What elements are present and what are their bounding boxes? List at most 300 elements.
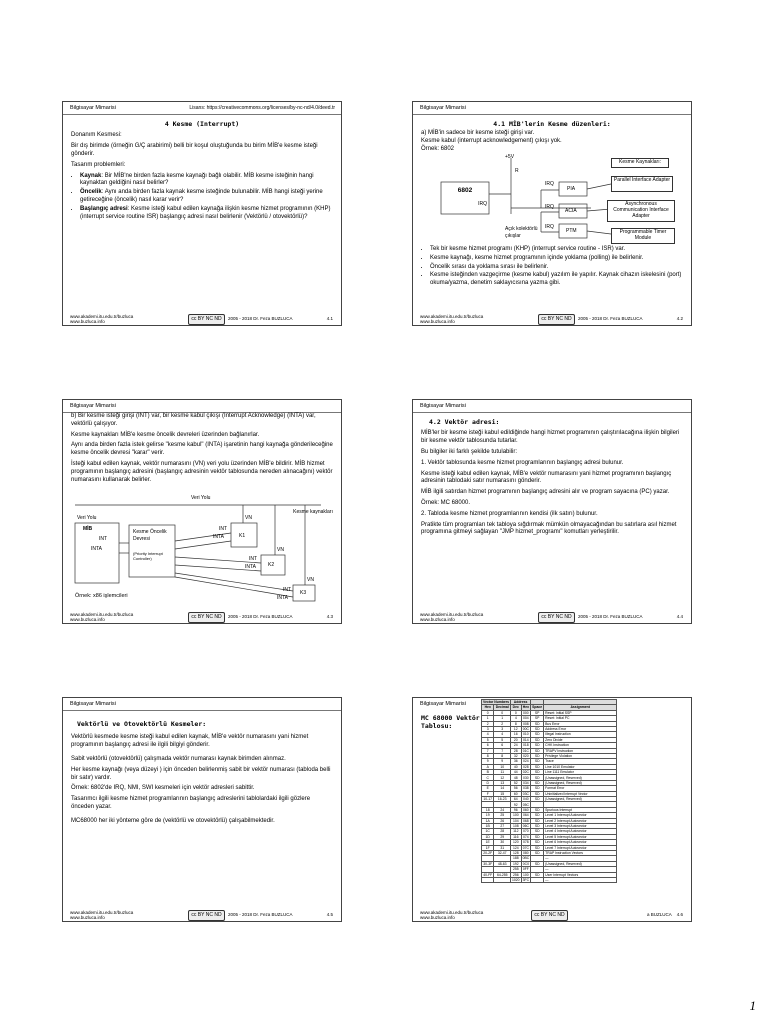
table-cell: 3 [482, 726, 494, 731]
term: Başlangıç adresi [80, 205, 128, 212]
table-cell: SD [531, 743, 544, 748]
table-cell: Reset: Initial PC [544, 716, 617, 721]
slide-header [63, 698, 341, 711]
page-number: 1 [749, 998, 756, 1013]
slide-number: 4.2 [676, 316, 683, 321]
course-name: Bilgisayar Mimarisi [420, 105, 466, 111]
data-bus-label: Veri Yolu [191, 495, 211, 501]
paragraph: Pratikte tüm programları tek tabloya sığdırmak mümkün olmayacağından bu satırlara asıl hizmet programına gitmeyi sağlayan "JMP hizmet_programı" komutları yerleştirilir. [421, 521, 677, 536]
paragraph: Vektörlü kesmede kesme isteği kabul edilen kaynak, MİB'e vektör numarasını yani hizmet programının başlangıç adresi ile ilgili bilgiyi gönderir. [71, 734, 309, 749]
k3-label: K3 [300, 590, 307, 596]
table-cell: 56 [511, 786, 522, 791]
table-cell: 1F [482, 845, 494, 850]
paragraph: a) MİB'in sadece bir kesme isteği girişi var. [421, 130, 535, 137]
pic-subtitle: (Priority Interrupt Controller) [133, 551, 163, 562]
footer-url[interactable]: www.buzluca.info [420, 319, 455, 324]
table-cell: 03C [522, 791, 529, 796]
table-cell: 52 [511, 780, 522, 785]
inta-label: INTA [91, 546, 103, 552]
table-cell: SD [531, 764, 544, 769]
list-item: • Kesme kaynağı, kesme hizmet programının içinde yoklama (polling) ile belirlenir. [430, 255, 683, 263]
inta-label: INTA [213, 534, 225, 540]
table-cell: Bus Error [544, 721, 617, 726]
table-cell: Spurious Interrupt [544, 807, 617, 812]
table-cell: D [482, 780, 494, 785]
slide-title: MC 68000 Vektör Tablosu: [421, 714, 480, 731]
table-group-header: Address [511, 700, 531, 705]
table-cell: Level 6 Interrupt Autovector [544, 840, 617, 845]
table-cell: 30 [494, 840, 511, 845]
term: Öncelik [80, 189, 102, 196]
slide-title: 4.2 Vektör adresi: [429, 418, 500, 426]
list-item: • Tek bir kesme hizmet programı (KHP) (interrupt service routine - ISR) var. [430, 246, 683, 254]
resistor-label: R [515, 168, 519, 174]
table-cell: (Unassigned, Reserved) [544, 780, 617, 785]
table-cell: 8 [482, 753, 494, 758]
table-cell: 5 [482, 737, 494, 742]
bullet-list [71, 173, 333, 222]
table-cell: 10 [494, 764, 511, 769]
copyright: 2005 - 2018 Dr. Feza BUZLUCA [228, 614, 293, 619]
term-text: : Kesme isteği kabul edilen kaynağa ilişkin kesme hizmet programının (KHP) (interrupt service routine ISR) başlangıç adresi nasıl belirlenir (Vektörlü / otovektörlü)? [80, 205, 331, 220]
table-cell: SD [531, 759, 544, 764]
table-cell: 108 [511, 823, 522, 828]
cpu-6802-box [441, 182, 489, 214]
slide-title: 4 Kesme (Interrupt) [164, 120, 240, 128]
table-cell: 188 [511, 856, 522, 861]
table-cell: 014 [523, 737, 529, 742]
table-cell: SD [531, 791, 544, 796]
table-cell: (Unassigned, Reserved) [544, 797, 617, 802]
table-header: Assignment [544, 705, 617, 710]
cc-license-icon: cc BY NC ND [531, 910, 568, 921]
course-name: Bilgisayar Mimarisi [70, 105, 116, 111]
footer-url[interactable]: www.buzluca.info [420, 915, 455, 920]
copyright: 2005 - 2018 Dr. Feza BUZLUCA [228, 912, 293, 917]
paragraph: Her kesme kaynağı (veya düzeyi ) için önceden belirlenmiş sabit bir vektör numarası (tabloda belli bir satır) vardır. [71, 766, 331, 781]
table-cell: 004 [523, 716, 529, 721]
table-cell: 25 [494, 813, 511, 818]
paragraph: Örnek: MC 68000. [421, 500, 471, 507]
course-name: Bilgisayar Mimarisi [420, 403, 466, 409]
irq-label: IRQ [545, 204, 554, 210]
ptm-label: PTM [566, 228, 577, 234]
table-cell: TRAPV Instruction [544, 748, 617, 753]
cc-license-icon: cc BY NC ND [538, 314, 575, 325]
table-cell: 20 [511, 737, 522, 742]
table-cell: 8 [511, 721, 522, 726]
table-cell: 2 [482, 721, 494, 726]
table-cell: 0FF [522, 867, 529, 872]
slide-number: 4.3 [326, 614, 333, 619]
table-cell: 60 [511, 791, 522, 796]
license-link[interactable]: Lisans: https://creativecommons.org/licenses/by-nc-nd/4.0/deed.tr [189, 105, 335, 111]
footer-url[interactable]: www.akademi.itu.edu.tr/buzluca [420, 612, 484, 617]
footer-url[interactable]: www.buzluca.info [70, 915, 105, 920]
table-cell: 10-17 [483, 797, 493, 802]
table-cell: CHK Instruction [544, 743, 617, 748]
paragraph: Kesme isteği kabul edilen kaynak, MİB'e vektör numarasını yani hizmet programının başlangıç adresinin tablodaki satır numarasını gönderir. [421, 470, 672, 485]
table-cell: 192 [511, 861, 522, 866]
table-cell: 20-2F [483, 851, 493, 856]
slide-4-4 [412, 399, 692, 624]
table-cell: 40 [511, 764, 522, 769]
table-cell: A [482, 764, 494, 769]
slide-footer [413, 610, 691, 623]
sources-label: Kesme kaynakları [293, 509, 333, 515]
table-cell: 034 [523, 780, 529, 785]
course-name: Bilgisayar Mimarisi [70, 403, 116, 409]
table-cell: 020 [523, 754, 529, 758]
vector-table [481, 699, 617, 883]
table-cell: 02C [522, 770, 529, 775]
table-cell: 15 [494, 791, 511, 796]
table-cell: 07C [522, 845, 529, 850]
table-cell [531, 877, 544, 882]
pia-description: Parallel Interface Adapter [611, 176, 673, 192]
table-cell: B [482, 770, 494, 775]
table-cell [494, 877, 511, 882]
cpu-label: 6802 [457, 187, 473, 194]
table-cell: 010 [523, 732, 529, 737]
table-cell: 18 [482, 807, 494, 812]
table-cell: 40-FF [483, 872, 493, 877]
sources-label: Kesme Kaynakları: [611, 158, 669, 168]
table-cell: 028 [523, 764, 529, 769]
table-cell: 32 [511, 753, 522, 758]
table-header: Hex [522, 705, 529, 710]
table-cell: Level 4 Interrupt Autovector [544, 829, 617, 834]
cpu-label: MİB [83, 526, 93, 532]
example-label: Örnek: x86 işlemcileri [75, 593, 128, 599]
copyright: 2005 - 2018 Dr. Feza BUZLUCA [228, 316, 293, 321]
table-cell: 0 [511, 710, 522, 715]
table-cell: 7 [482, 748, 494, 753]
table-cell: 068 [523, 818, 529, 823]
table-cell: 104 [511, 818, 522, 823]
list-item [80, 206, 333, 222]
table-cell: 26 [494, 818, 511, 823]
table-cell: SD [531, 726, 544, 731]
irq-label: IRQ [478, 200, 487, 207]
table-cell: 100 [523, 872, 529, 877]
data-bus-label: Veri Yolu [77, 515, 97, 521]
footer-url[interactable]: www.akademi.itu.edu.tr/buzluca [70, 314, 134, 319]
list-item: • Öncelik sırası da yoklama sırası ile belirlenir. [430, 264, 683, 272]
table-cell: 64 [511, 797, 522, 802]
table-cell: 06C [522, 824, 529, 829]
list-item [80, 173, 333, 189]
footer-url[interactable]: www.akademi.itu.edu.tr/buzluca [70, 612, 134, 617]
table-cell: 28 [494, 829, 511, 834]
table-cell: 070 [523, 829, 529, 834]
table-cell [482, 877, 494, 882]
table-cell: SD [531, 818, 544, 823]
table-cell: SD [531, 737, 544, 742]
table-group-header: Vector Numbers [483, 700, 510, 705]
heading: Tasarım problemleri: [71, 161, 126, 168]
paragraph: 1. Vektör tablosunda kesme hizmet programlarının başlangıç adresi bulunur. [421, 459, 624, 466]
table-cell: SD [531, 732, 544, 737]
table-cell: Level 7 Interrupt Autovector [544, 845, 617, 850]
table-cell: 28 [511, 748, 522, 753]
table-cell: 92 [511, 802, 522, 807]
table-cell: SD [531, 721, 544, 726]
table-cell: SD [531, 775, 544, 780]
cc-license-icon: cc BY NC ND [188, 612, 225, 623]
table-cell: 16 [511, 732, 522, 737]
table-cell: 112 [511, 829, 522, 834]
table-cell: 5 [494, 737, 511, 742]
table-cell: 060 [523, 807, 529, 812]
table-cell: Format Error [544, 786, 617, 791]
table-cell: 4 [511, 716, 522, 721]
table-cell: 14 [494, 786, 511, 791]
slide-4-3 [62, 399, 342, 624]
interrupt-diagram [421, 154, 685, 242]
table-cell: 0BC [522, 856, 530, 861]
paragraph: b) Bir kesme isteği girişi (INT) var, bir kesme kabul çıkışı (Interrupt Acknowledge) (INTA) var, vektörlü çalışıyor. [71, 413, 316, 427]
ptm-description: Programmable Timer Module [611, 228, 675, 244]
table-cell: F [482, 791, 494, 796]
footer-url[interactable]: www.buzluca.info [70, 617, 105, 622]
table-cell: Level 2 Interrupt Autovector [544, 818, 617, 823]
slide-4-6 [412, 697, 692, 922]
table-cell: SD [531, 813, 544, 818]
table-cell: 9 [494, 759, 511, 764]
table-cell: 8 [494, 753, 511, 758]
table-cell: SD [531, 823, 544, 828]
table-cell: 3 [494, 726, 511, 731]
table-cell: 1E [482, 840, 494, 845]
int-label: INT [99, 536, 108, 542]
paragraph: MİB ilgili satırdan hizmet programının başlangıç adresini alır ve program sayacına (PC) yazar. [421, 489, 670, 496]
slide-header [63, 102, 341, 115]
slide-footer [413, 312, 691, 325]
slide-4-5 [62, 697, 342, 922]
table-cell: 1B [482, 823, 494, 828]
table-cell: (Unassigned, Reserved) [544, 861, 617, 866]
table-cell: TRAP Instruction Vectors [544, 850, 617, 855]
term-text: : Aynı anda birden fazla kaynak kesme isteğinde bulunabilir. MİB hangi isteği yerine getireceğine (öncelik) nasıl karar verir? [80, 189, 323, 204]
table-cell: 124 [511, 845, 522, 850]
table-cell: 0 [482, 710, 494, 715]
table-cell: 100 [511, 813, 522, 818]
table-cell: 078 [523, 840, 529, 845]
table-cell: SD [531, 753, 544, 758]
term: Kaynak [80, 172, 102, 179]
table-cell: 13 [494, 780, 511, 785]
term-text: : Bir MİB'ne birden fazla kesme kaynağı bağlı olabilir. MİB kesme isteğinin hangi kaynaktan geldiğini nasıl belirler? [80, 172, 314, 187]
table-cell: 008 [523, 721, 529, 726]
table-cell: 27 [494, 823, 511, 828]
table-cell: 1D [482, 834, 494, 839]
table-cell: SD [531, 834, 544, 839]
table-row [482, 877, 617, 882]
slide-4-1 [62, 101, 342, 326]
slide-footer [63, 312, 341, 325]
paragraph: Kesme kabul (interrupt acknowledgement) çıkışı yok. [421, 138, 562, 145]
table-cell: 32-47 [494, 850, 511, 855]
footer-url[interactable]: www.buzluca.info [70, 319, 105, 324]
table-cell: 19 [482, 813, 494, 818]
table-cell: SD [531, 770, 544, 775]
table-cell: SP [531, 716, 544, 721]
copyright: 2005 - 2018 Dr. Feza BUZLUCA [578, 614, 643, 619]
table-cell: 12 [511, 726, 522, 731]
table-cell: SD [531, 840, 544, 845]
table-cell: 256 [511, 872, 522, 877]
paragraph: 2. Tabloda kesme hizmet programlarının kendisi (ilk satırı) bulunur. [421, 510, 598, 517]
table-cell: 31 [494, 845, 511, 850]
table-cell: SD [531, 786, 544, 791]
table-cell: 0C0 [522, 861, 529, 866]
table-cell: SP [531, 710, 544, 715]
acia-description: Asynchronous Communication Interface Adapter [607, 200, 675, 222]
table-cell: 4 [482, 732, 494, 737]
slide-title: 4.1 MİB'lerin Kesme düzenleri: [493, 120, 611, 128]
slide-4-2 [412, 101, 692, 326]
table-cell: C [482, 775, 494, 780]
table-cell: SD [531, 780, 544, 785]
table-cell: Zero Divide [544, 737, 617, 742]
paragraph: Sabit vektörlü (otovektörlü) çalışmada vektör numarası kaynak birimden alınmaz. [71, 756, 286, 763]
bullet-list [421, 246, 683, 289]
table-cell: Line 1111 Emulator [544, 770, 617, 775]
table-cell: E [482, 786, 494, 791]
table-cell: 000 [523, 710, 529, 715]
table-cell: 6 [494, 743, 511, 748]
inta-label: INTA [277, 595, 289, 601]
int-label: INT [283, 587, 292, 593]
list-item: • Kesme isteğinden vazgeçirme (kesme kabul) yazılım ile yapılır. Kaynak cihazın iskelesini (port) okuma/yazma, denetim saklayıcısına yazma gibi. [430, 272, 683, 288]
table-cell: 24 [494, 807, 511, 812]
table-cell: 9 [482, 759, 494, 764]
table-cell: 64-255 [494, 872, 511, 877]
table-cell: 1C [482, 829, 494, 834]
list-item [80, 189, 333, 205]
k2-label: K2 [268, 562, 275, 568]
table-cell: 36 [511, 759, 522, 764]
table-cell: 030 [523, 775, 529, 780]
paragraph: MC68000 her iki yönteme göre de (vektörlü ve otovektörlü) çalışabilmektedir. [71, 817, 275, 824]
table-header: Space [532, 705, 543, 710]
table-cell: Trace [544, 759, 617, 764]
table-cell: 080 [523, 851, 529, 856]
table-cell: 040 [523, 797, 529, 802]
table-cell: 01C [522, 748, 529, 753]
table-cell: 0 [494, 710, 511, 715]
pic-diagram [71, 493, 335, 603]
table-cell: 6 [482, 743, 494, 748]
table-cell: — [544, 867, 617, 872]
slide-footer [413, 908, 691, 921]
table-cell: 16-23 [494, 797, 511, 802]
table-cell: 128 [511, 850, 522, 855]
copyright: 2005 - 2018 Dr. Feza BUZLUCA [578, 316, 643, 321]
table-cell: SD [531, 797, 544, 802]
table-cell: Address Error [544, 726, 617, 731]
table-cell: 2 [494, 721, 511, 726]
table-cell: 44 [511, 770, 522, 775]
slide-footer [63, 610, 341, 623]
table-cell: 120 [511, 840, 522, 845]
int-label: INT [219, 526, 228, 532]
table-cell: 00C [522, 727, 529, 732]
footer-url[interactable]: www.akademi.itu.edu.tr/buzluca [70, 910, 134, 915]
k1-label: K1 [239, 533, 246, 539]
table-cell: 4 [494, 732, 511, 737]
table-cell: 1 [494, 716, 511, 721]
table-cell: SD [531, 845, 544, 850]
table-cell: 074 [523, 834, 529, 839]
heading: Donanım Kesmesi: [71, 132, 122, 139]
footer-url[interactable]: www.akademi.itu.edu.tr/buzluca [420, 910, 484, 915]
table-header: Decimal [495, 705, 509, 710]
paragraph: Bir dış birimde (örneğin G/Ç arabirimi) belli bir koşul oluştuğunda bu birim MİB'e kesme isteği gönderir. [71, 143, 318, 158]
open-collector-label: Açık kolektörlü çıkışlar [505, 226, 538, 239]
irq-label: IRQ [545, 181, 554, 187]
slide-number: 4.5 [326, 912, 333, 917]
table-cell: 3FC [522, 877, 530, 882]
table-cell: 12 [494, 775, 511, 780]
slide-footer [63, 908, 341, 921]
slide-number: 4.1 [326, 316, 333, 321]
vn-label: VN [307, 577, 314, 583]
slide-header [413, 102, 691, 115]
table-cell: Line 1010 Emulator [544, 764, 617, 769]
paragraph: Örnek: 6802 [421, 146, 455, 153]
pic-title: Kesme Öncelik Devresi [133, 529, 167, 542]
table-cell: 116 [511, 834, 522, 839]
table-cell: 30-3F [483, 861, 493, 866]
vn-label: VN [245, 515, 252, 521]
copyright: a BUZLUCA [647, 912, 672, 917]
slide-number: 4.4 [676, 614, 683, 619]
vector-table-wrapper [481, 699, 617, 883]
cc-license-icon: cc BY NC ND [538, 612, 575, 623]
table-cell: 024 [523, 759, 529, 764]
table-cell: SD [531, 748, 544, 753]
table-cell: 96 [511, 807, 522, 812]
slide-title: Vektörlü ve Otovektörlü Kesmeler: [77, 720, 207, 728]
table-cell: 48 [511, 775, 522, 780]
paragraph: Tasarımcı ilgili kesme hizmet programlarının başlangıç adreslerini tablolardaki ilgili gözlere önceden yazar. [71, 796, 311, 811]
footer-url[interactable]: www.buzluca.info [420, 617, 455, 622]
course-name: Bilgisayar Mimarisi [70, 701, 116, 707]
table-cell: Level 1 Interrupt Autovector [544, 813, 617, 818]
table-cell: 24 [511, 743, 522, 748]
irq-label: IRQ [545, 224, 554, 230]
table-cell: SD [531, 872, 544, 877]
table-header: Hex [482, 705, 494, 710]
pia-label: PIA [567, 186, 576, 192]
table-cell: Level 5 Interrupt Autovector [544, 834, 617, 839]
table-cell: 7 [494, 748, 511, 753]
paragraph: Örnek: 6802'de IRQ, NMI, SWI kesmeleri için vektör adresleri sabittir. [71, 785, 255, 792]
paragraph: Bu bilgiler iki farklı şekilde tutulabilir: [421, 449, 518, 456]
slide-header [413, 400, 691, 413]
table-cell: Reset: Initial SSP [544, 710, 617, 715]
footer-url[interactable]: www.akademi.itu.edu.tr/buzluca [420, 314, 484, 319]
table-cell: Privilege Violation [544, 753, 617, 758]
cc-license-icon: cc BY NC ND [188, 910, 225, 921]
table-cell: 038 [523, 786, 529, 791]
table-cell: Illegal Instruction [544, 732, 617, 737]
int-label: INT [249, 556, 258, 562]
table-cell: 018 [523, 743, 529, 748]
vn-label: VN [277, 547, 284, 553]
